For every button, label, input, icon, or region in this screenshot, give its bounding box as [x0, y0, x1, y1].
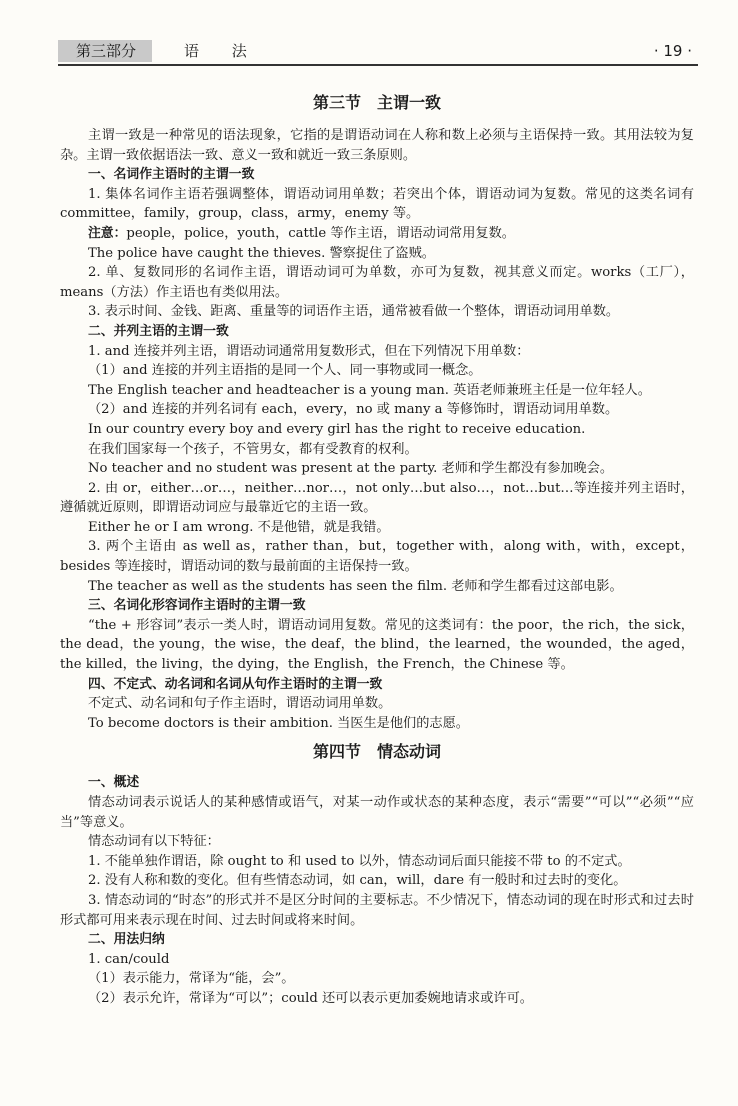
- section-title: 第三节 主谓一致: [312, 93, 441, 112]
- example: 在我们国家每一个孩子，不管男女，都有受教育的权利。: [88, 441, 418, 457]
- paragraph: （2）and 连接的并列名词有 each，every，no 或 many a 等修饰时，谓语动词用单数。: [88, 402, 619, 418]
- subheading: 二、并列主语的主谓一致: [88, 323, 229, 339]
- paragraph: “the + 形容词”表示一类人时，谓语动词用复数。常见的这类词有：the poor，the rich，the sick，the dead，the young，the wise，the deaf，the blind，the learned，the wounded，the aged，the killed，the living，the dying，the English，the French，the Chinese 等。: [60, 617, 694, 673]
- page-body: [60, 92, 694, 1009]
- paragraph: 3. 两个主语由 as well as，rather than，but，together with，along with，with，except，besides 等连接时，谓语动词的数与最前面的主语保持一致。: [60, 539, 694, 575]
- example: The teacher as well as the students has seen the film. 老师和学生都看过这部电影。: [88, 578, 623, 594]
- paragraph: 1. 不能单独作谓语，除 ought to 和 used to 以外，情态动词后面只能接不带 to 的不定式。: [88, 853, 631, 869]
- paragraph: 1. can/could: [88, 951, 170, 967]
- paragraph: 不定式、动名词和句子作主语时，谓语动词用单数。: [88, 696, 392, 712]
- note-label: 注意：: [88, 225, 127, 241]
- subheading: 二、用法归纳: [88, 932, 165, 948]
- subheading: 三、名词化形容词作主语时的主谓一致: [88, 598, 306, 614]
- page-header: [58, 36, 698, 66]
- section-title: 第四节 情态动词: [312, 742, 441, 762]
- subheading: 一、概述: [88, 775, 140, 791]
- example: In our country every boy and every girl has the right to receive education.: [88, 421, 586, 437]
- paragraph: 3. 表示时间、金钱、距离、重量等的词语作主语，通常被看做一个整体，谓语动词用单数。: [88, 304, 620, 320]
- subheading: 四、不定式、动名词和名词从句作主语时的主谓一致: [88, 676, 383, 692]
- example: The police have caught the thieves. 警察捉住了盗贼。: [88, 245, 435, 261]
- paragraph: （2）表示允许，常译为“可以”；could 还可以表示更加委婉地请求或许可。: [88, 990, 533, 1006]
- paragraph: 2. 单、复数同形的名词作主语，谓语动词可为单数，亦可为复数，视其意义而定。works（工厂），means（方法）作主语也有类似用法。: [60, 265, 694, 300]
- paragraph: 2. 由 or，either…or…，neither…nor…，not only…but also…，not…but…等连接并列主语时，遵循就近原则，即谓语动词应与最靠近它的主语一致。: [60, 480, 694, 516]
- example: The English teacher and headteacher is a young man. 英语老师兼班主任是一位年轻人。: [88, 382, 651, 398]
- paragraph: 情态动词有以下特征：: [88, 834, 220, 850]
- example: No teacher and no student was present at the party. 老师和学生都没有参加晚会。: [88, 461, 614, 477]
- paragraph: 1. 集体名词作主语若强调整体，谓语动词用单数；若突出个体，谓语动词为复数。常见的这类名词有 committee，family，group，class，army，enemy 等。: [60, 186, 694, 222]
- note-text: people，police，youth，cattle 等作主语，谓语动词常用复数。: [126, 225, 515, 241]
- paragraph: 主谓一致是一种常见的语法现象，它指的是谓语动词在人称和数上必须与主语保持一致。其用法较为复杂。主谓一致依据语法一致、意义一致和就近一致三条原则。: [60, 128, 694, 163]
- paragraph: 情态动词表示说话人的某种感情或语气，对某一动作或状态的某种态度，表示“需要”“可以”“必须”“应当”等意义。: [60, 795, 694, 830]
- paragraph: （1）and 连接的并列主语指的是同一个人、同一事物或同一概念。: [88, 363, 482, 379]
- paragraph: （1）表示能力，常译为“能，会”。: [88, 971, 295, 987]
- chapter-label: 语 法: [184, 42, 261, 60]
- note: [60, 224, 694, 244]
- paragraph: 3. 情态动词的“时态”的形式并不是区分时间的主要标志。不少情况下，情态动词的现在时形式和过去时形式都可用来表示现在时间、过去时间或将来时间。: [60, 892, 694, 928]
- paragraph: 1. and 连接并列主语，谓语动词通常用复数形式，但在下列情况下用单数：: [88, 343, 530, 359]
- example: To become doctors is their ambition. 当医生是他们的志愿。: [88, 715, 469, 731]
- part-label: 第三部分: [58, 40, 152, 62]
- subheading: 一、名词作主语时的主谓一致: [88, 167, 255, 183]
- page-number: · 19 ·: [653, 42, 692, 60]
- paragraph: 2. 没有人称和数的变化。但有些情态动词，如 can，will，dare 有一般时和过去时的变化。: [88, 873, 627, 889]
- example: Either he or I am wrong. 不是他错，就是我错。: [88, 519, 390, 535]
